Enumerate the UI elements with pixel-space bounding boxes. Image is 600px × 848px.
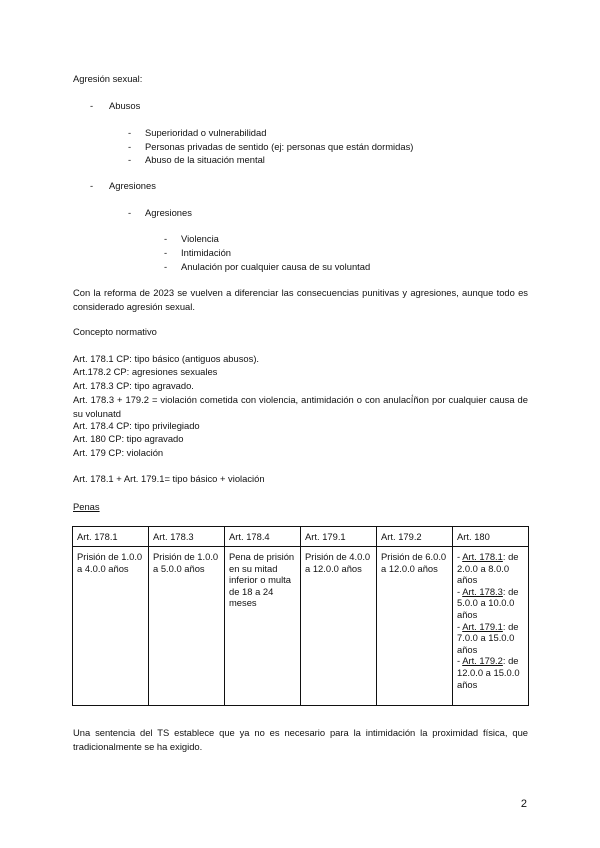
art180-text: de 7.0.0 a 15.0.0 años xyxy=(457,620,519,655)
table-row xyxy=(73,547,529,706)
list-item: Abuso de la situación mental xyxy=(145,154,265,165)
table-header-cell: Art. 178.4 xyxy=(225,527,301,547)
table-header-cell: Art. 179.2 xyxy=(377,527,453,547)
art180-entry: - Art. 179.1: de 7.0.0 a 15.0.0 años xyxy=(457,620,519,655)
bullet-dash: - xyxy=(128,154,132,165)
bullet-dash: - xyxy=(164,247,168,258)
table-cell-art180 xyxy=(453,547,529,706)
list-item: Anulación por cualquier causa de su voluntad xyxy=(181,261,371,272)
list-item: Violencia xyxy=(181,233,219,244)
art180-ref: Art. 178.3 xyxy=(462,585,503,597)
table-cell: Pena de prisión en su mitad inferior o multa de 18 a 24 meses xyxy=(225,547,301,706)
art180-text: de 12.0.0 a 15.0.0 años xyxy=(457,655,520,690)
table-cell: Prisión de 6.0.0 a 12.0.0 años xyxy=(377,547,453,706)
art180-text: de 5.0.0 a 10.0.0 años xyxy=(457,585,519,620)
table-header-cell: Art. 178.1 xyxy=(73,527,149,547)
table-cell: Prisión de 1.0.0 a 4.0.0 años xyxy=(73,547,149,706)
article-line: Art. 178.3 CP: tipo agravado. xyxy=(73,380,194,391)
list-item-abusos: Abusos xyxy=(109,100,141,111)
table-header-cell: Art. 180 xyxy=(453,527,529,547)
art180-entry: - Art. 178.1: de 2.0.0 a 8.0.0 años xyxy=(457,551,519,586)
article-line: Art. 179 CP: violación xyxy=(73,447,164,458)
art180-text: de 2.0.0 a 8.0.0 años xyxy=(457,551,519,586)
reforma-paragraph: Con la reforma de 2023 se vuelven a diferenciar las consecuencias punitivas y agresiones, aunque todo es considerado agresión sexual. xyxy=(73,287,528,312)
article-line: Art. 180 CP: tipo agravado xyxy=(73,433,184,444)
bullet-dash: - xyxy=(128,141,132,152)
list-item: Superioridad o vulnerabilidad xyxy=(145,127,267,138)
list-item: Personas privadas de sentido (ej: personas que están dormidas) xyxy=(145,141,414,152)
bullet-dash: - xyxy=(128,207,132,218)
bullet-dash: - xyxy=(90,100,94,111)
heading-agresion-sexual: Agresión sexual: xyxy=(73,73,143,84)
bullet-dash: - xyxy=(164,261,168,272)
penas-table xyxy=(72,526,529,706)
bullet-dash: - xyxy=(164,233,168,244)
table-header-row xyxy=(73,527,529,547)
penas-heading: Penas xyxy=(73,501,100,512)
bullet-dash: - xyxy=(128,127,132,138)
table-header-cell: Art. 178.3 xyxy=(149,527,225,547)
article-line: Art. 178.3 + 179.2 = violación cometida con violencia, antimidación o con anulací́ñon por cualquier causa de su volunatd xyxy=(73,394,528,419)
article-line: Art. 178.1 CP: tipo básico (antiguos abusos). xyxy=(73,353,260,364)
article-line: Art.178.2 CP: agresiones sexuales xyxy=(73,366,218,377)
art180-ref: Art. 179.2 xyxy=(462,655,503,667)
table-cell: Prisión de 1.0.0 a 5.0.0 años xyxy=(149,547,225,706)
art180-ref: Art. 179.1 xyxy=(462,620,503,632)
bullet-dash: - xyxy=(90,180,94,191)
art180-entry: - Art. 178.3: de 5.0.0 a 10.0.0 años xyxy=(457,585,519,620)
art180-entry: - Art. 179.2: de 12.0.0 a 15.0.0 años xyxy=(457,655,520,690)
concepto-heading: Concepto normativo xyxy=(73,326,157,337)
list-item-agresiones-sub: Agresiones xyxy=(145,207,192,218)
list-item-agresiones: Agresiones xyxy=(109,180,156,191)
ts-paragraph: Una sentencia del TS establece que ya no es necesario para la intimidación la proximidad física, que tradicionalmente se ha exigido. xyxy=(73,727,528,752)
list-item: Intimidación xyxy=(181,247,232,258)
table-cell: Prisión de 4.0.0 a 12.0.0 años xyxy=(301,547,377,706)
art180-ref: Art. 178.1 xyxy=(462,551,503,562)
table-header-cell: Art. 179.1 xyxy=(301,527,377,547)
combo-line: Art. 178.1 + Art. 179.1= tipo básico + violación xyxy=(73,473,265,484)
page-number: 2 xyxy=(520,798,527,810)
article-line: Art. 178.4 CP: tipo privilegiado xyxy=(73,420,200,431)
